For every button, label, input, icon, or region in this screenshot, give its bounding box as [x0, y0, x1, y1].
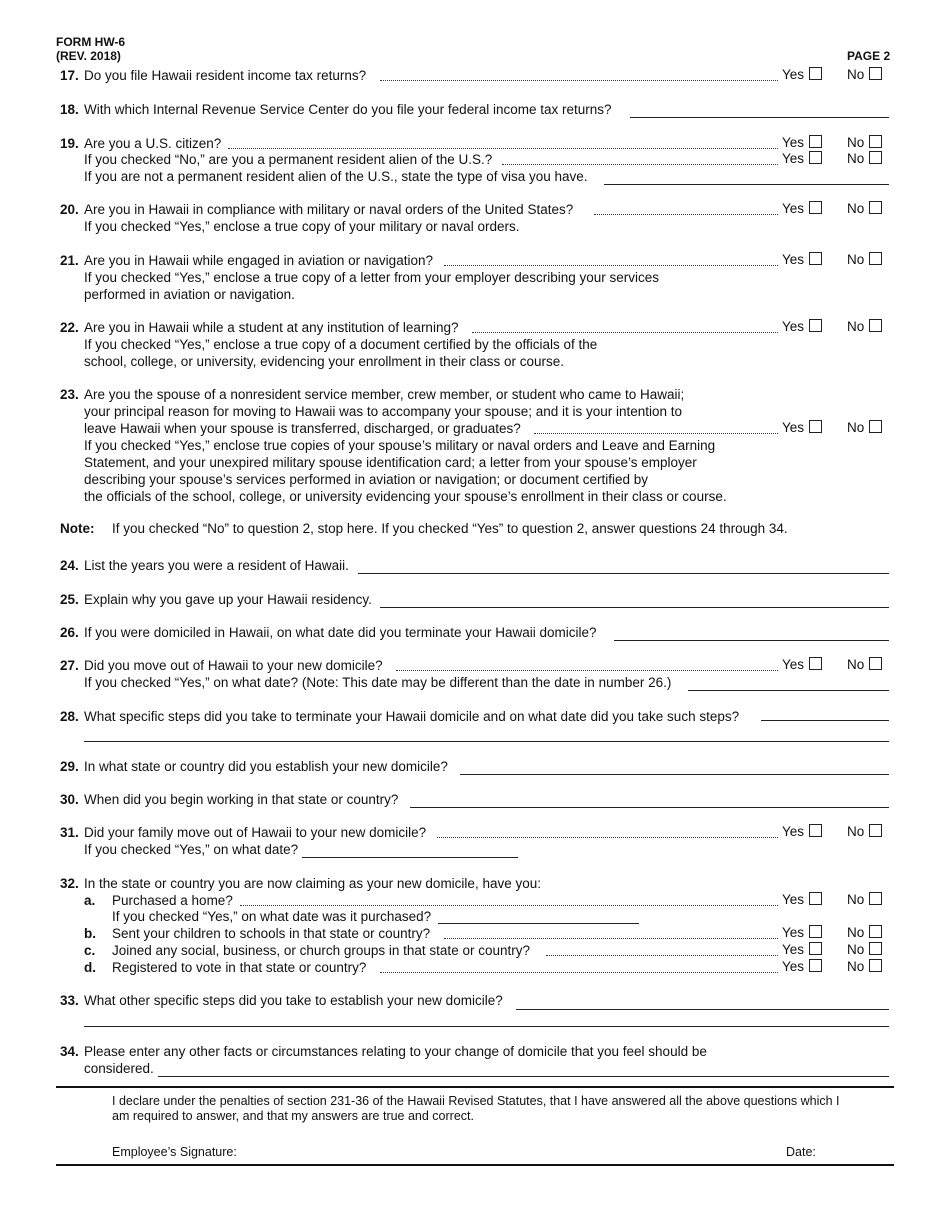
q25-answer-field[interactable]	[380, 607, 889, 608]
q17-number: 17.	[60, 68, 79, 83]
q23-yes-label: Yes	[782, 420, 805, 435]
q34-number: 34.	[60, 1044, 79, 1059]
q19-yes-checkbox[interactable]	[809, 135, 822, 148]
q27-text: Did you move out of Hawaii to your new domicile?	[84, 658, 383, 673]
q19-yes	[782, 135, 822, 150]
declaration-line2: am required to answer, and that my answers are true and correct.	[112, 1109, 474, 1123]
q22-yes-checkbox[interactable]	[809, 319, 822, 332]
q17-yes	[782, 67, 822, 82]
q27-leader	[396, 669, 778, 671]
q32c-no	[847, 942, 882, 957]
q23-line3: leave Hawaii when your spouse is transferred, discharged, or graduates?	[84, 421, 521, 436]
q22-leader	[472, 331, 778, 333]
q23-sub1: If you checked “Yes,” enclose true copies of your spouse’s military or naval orders and Leave and Earning	[84, 438, 716, 453]
q29-text: In what state or country did you establish your new domicile?	[84, 759, 448, 774]
q32d-no-checkbox[interactable]	[869, 959, 882, 972]
q32b-text: Sent your children to schools in that state or country?	[112, 926, 431, 941]
signature-field[interactable]	[240, 1145, 760, 1161]
q23-yes-checkbox[interactable]	[809, 420, 822, 433]
q23-sub2: Statement, and your unexpired military spouse identification card; a letter from your spouse’s employer	[84, 455, 697, 470]
q32b-no-label: No	[847, 925, 865, 940]
q32d-letter: d.	[84, 960, 96, 975]
q20-no-checkbox[interactable]	[869, 201, 882, 214]
form-revision: (REV. 2018)	[56, 49, 121, 63]
q32c-no-checkbox[interactable]	[869, 942, 882, 955]
q19-yes-label: Yes	[782, 135, 805, 150]
q31-yes-label: Yes	[782, 824, 805, 839]
q19-leader	[228, 147, 778, 149]
form-number: FORM HW-6	[56, 35, 126, 49]
q32a-text: Purchased a home?	[112, 893, 233, 908]
q32a-sub: If you checked “Yes,” on what date was it purchased?	[112, 909, 432, 924]
q25-number: 25.	[60, 592, 79, 607]
q19-text: Are you a U.S. citizen?	[84, 136, 222, 151]
q32a-yes-checkbox[interactable]	[809, 892, 822, 905]
q32b-yes-label: Yes	[782, 925, 805, 940]
q32a-yes-label: Yes	[782, 892, 805, 907]
q32b-yes	[782, 925, 822, 940]
q17-no	[847, 67, 882, 82]
q22-no	[847, 319, 882, 334]
q26-number: 26.	[60, 625, 79, 640]
q18-answer-field[interactable]	[630, 117, 889, 118]
q34-answer-field[interactable]	[158, 1076, 889, 1077]
q23-line2: your principal reason for moving to Hawaii was to accompany your spouse; and it is your intention to	[84, 404, 683, 419]
q22-no-label: No	[847, 319, 865, 334]
signature-label: Employee’s Signature:	[112, 1145, 237, 1159]
q21-number: 21.	[60, 253, 79, 268]
q31-number: 31.	[60, 825, 79, 840]
q31-sub1: If you checked “Yes,” on what date?	[84, 842, 299, 857]
q21-sub2: performed in aviation or navigation.	[84, 287, 295, 302]
q32a-no-checkbox[interactable]	[869, 892, 882, 905]
q21-no	[847, 252, 882, 267]
q33-answer-field[interactable]	[516, 1009, 889, 1010]
q31-text: Did your family move out of Hawaii to your new domicile?	[84, 825, 427, 840]
q20-leader	[594, 213, 778, 215]
q32d-yes	[782, 959, 822, 974]
q23-no-checkbox[interactable]	[869, 420, 882, 433]
q32-text: In the state or country you are now claiming as your new domicile, have you:	[84, 876, 541, 891]
q26-answer-field[interactable]	[614, 640, 889, 641]
q20-no	[847, 201, 882, 216]
q21-yes-checkbox[interactable]	[809, 252, 822, 265]
q23-yes	[782, 420, 822, 435]
q22-sub1: If you checked “Yes,” enclose a true copy of a document certified by the officials of the	[84, 337, 598, 352]
q21-yes	[782, 252, 822, 267]
q27-number: 27.	[60, 658, 79, 673]
q32b-no	[847, 925, 882, 940]
q23-line1: Are you the spouse of a nonresident service member, crew member, or student who came to Hawaii;	[84, 387, 685, 402]
q32a-yes	[782, 892, 822, 907]
q21-sub1: If you checked “Yes,” enclose a true copy of a letter from your employer describing your services	[84, 270, 660, 285]
q29-answer-field[interactable]	[460, 774, 889, 775]
q25-text: Explain why you gave up your Hawaii residency.	[84, 592, 372, 607]
q18-text: With which Internal Revenue Service Center do you file your federal income tax returns?	[84, 102, 612, 117]
q31-leader	[437, 836, 778, 838]
q27-sub1: If you checked “Yes,” on what date? (Note: This date may be different than the date in number 26.)	[84, 675, 672, 690]
q20-sub1: If you checked “Yes,” enclose a true copy of your military or naval orders.	[84, 219, 520, 234]
q19-number: 19.	[60, 136, 79, 151]
q27-no-checkbox[interactable]	[869, 657, 882, 670]
q19-no	[847, 135, 882, 150]
q20-yes-label: Yes	[782, 201, 805, 216]
q17-no-label: No	[847, 67, 865, 82]
q27-no-label: No	[847, 657, 865, 672]
q32b-yes-checkbox[interactable]	[809, 925, 822, 938]
q23-leader	[534, 432, 778, 434]
q32c-yes-label: Yes	[782, 942, 805, 957]
q23-sub3: describing your spouse’s services performed in aviation or navigation; or document certified by	[84, 472, 649, 487]
q19-sub-yes-checkbox[interactable]	[809, 151, 822, 164]
q34-line2: considered.	[84, 1061, 154, 1076]
q19-sub2: If you are not a permanent resident alien of the U.S., state the type of visa you have.	[84, 169, 588, 184]
q27-date-field[interactable]	[688, 690, 889, 691]
q27-yes	[782, 657, 822, 672]
q19-sub-no-checkbox[interactable]	[869, 151, 882, 164]
signature-date-field[interactable]	[822, 1145, 888, 1161]
q28-text: What specific steps did you take to terminate your Hawaii domicile and on what date did you take such steps?	[84, 709, 740, 724]
q19-sub-no-label: No	[847, 151, 865, 166]
q17-no-checkbox[interactable]	[869, 67, 882, 80]
q18-number: 18.	[60, 102, 79, 117]
q22-sub2: school, college, or university, evidencing your enrollment in their class or course.	[84, 354, 564, 369]
q23-number: 23.	[60, 387, 79, 402]
q19-sub1-leader	[502, 163, 778, 165]
q23-no-label: No	[847, 420, 865, 435]
q21-no-checkbox[interactable]	[869, 252, 882, 265]
q21-leader	[444, 264, 778, 266]
q26-text: If you were domiciled in Hawaii, on what date did you terminate your Hawaii domicile?	[84, 625, 597, 640]
q32-number: 32.	[60, 876, 79, 891]
page-number: PAGE 2	[847, 49, 891, 63]
q32d-yes-checkbox[interactable]	[809, 959, 822, 972]
q32b-leader	[444, 937, 778, 939]
q22-yes-label: Yes	[782, 319, 805, 334]
q17-leader	[380, 79, 778, 81]
q27-yes-label: Yes	[782, 657, 805, 672]
q34-line1: Please enter any other facts or circumstances relating to your change of domicile that you feel should be	[84, 1044, 707, 1059]
q19-sub-yes	[782, 151, 822, 166]
q31-no-label: No	[847, 824, 865, 839]
date-label: Date:	[786, 1145, 816, 1159]
q20-no-label: No	[847, 201, 865, 216]
q17-yes-label: Yes	[782, 67, 805, 82]
q31-date-field[interactable]	[302, 857, 518, 858]
q20-yes-checkbox[interactable]	[809, 201, 822, 214]
q32a-letter: a.	[84, 893, 96, 908]
q20-number: 20.	[60, 202, 79, 217]
declaration-bottom-rule	[56, 1164, 894, 1166]
q24-text: List the years you were a resident of Hawaii.	[84, 558, 349, 573]
q28-answer-field[interactable]	[761, 720, 889, 721]
q32c-yes	[782, 942, 822, 957]
q28-number: 28.	[60, 709, 79, 724]
q17-yes-checkbox[interactable]	[809, 67, 822, 80]
q32b-no-checkbox[interactable]	[869, 925, 882, 938]
q32d-leader	[380, 971, 778, 973]
q33-number: 33.	[60, 993, 79, 1008]
q27-yes-checkbox[interactable]	[809, 657, 822, 670]
q20-text: Are you in Hawaii in compliance with military or naval orders of the United States?	[84, 202, 574, 217]
q32d-no	[847, 959, 882, 974]
note-text: If you checked “No” to question 2, stop here. If you checked “Yes” to question 2, answer questions 24 through 34.	[112, 521, 788, 536]
q32c-no-label: No	[847, 942, 865, 957]
q24-number: 24.	[60, 558, 79, 573]
q32a-date-field[interactable]	[438, 923, 639, 924]
q32d-yes-label: Yes	[782, 959, 805, 974]
q32d-no-label: No	[847, 959, 865, 974]
q32a-no	[847, 892, 882, 907]
q19-no-checkbox[interactable]	[869, 135, 882, 148]
q33-text: What other specific steps did you take to establish your new domicile?	[84, 993, 503, 1008]
declaration-line1: I declare under the penalties of section 231-36 of the Hawaii Revised Statutes, that I have answered all the above questions which I	[112, 1094, 840, 1108]
q32c-letter: c.	[84, 943, 96, 958]
q22-yes	[782, 319, 822, 334]
q20-yes	[782, 201, 822, 216]
q19-no-label: No	[847, 135, 865, 150]
q31-no-checkbox[interactable]	[869, 824, 882, 837]
q32c-leader	[546, 954, 778, 956]
q19-sub1: If you checked “No,” are you a permanent resident alien of the U.S.?	[84, 152, 493, 167]
q28-answer-field-2[interactable]	[84, 741, 889, 742]
q19-sub-no	[847, 151, 882, 166]
q30-answer-field[interactable]	[410, 807, 889, 808]
q23-sub4: the officials of the school, college, or university evidencing your spouse’s enrollment in their class or course.	[84, 489, 727, 504]
q24-answer-field[interactable]	[358, 573, 889, 574]
q22-number: 22.	[60, 320, 79, 335]
q31-yes	[782, 824, 822, 839]
declaration-top-rule	[56, 1086, 894, 1088]
q32c-text: Joined any social, business, or church groups in that state or country?	[112, 943, 530, 958]
q19-visa-field[interactable]	[604, 184, 889, 185]
q32b-letter: b.	[84, 926, 96, 941]
q32a-no-label: No	[847, 892, 865, 907]
q27-no	[847, 657, 882, 672]
q30-text: When did you begin working in that state or country?	[84, 792, 399, 807]
q21-text: Are you in Hawaii while engaged in aviation or navigation?	[84, 253, 433, 268]
q31-no	[847, 824, 882, 839]
q33-answer-field-2[interactable]	[84, 1026, 889, 1027]
note-label: Note:	[60, 521, 95, 536]
q32d-text: Registered to vote in that state or country?	[112, 960, 367, 975]
q21-no-label: No	[847, 252, 865, 267]
q30-number: 30.	[60, 792, 79, 807]
q19-sub-yes-label: Yes	[782, 151, 805, 166]
q21-yes-label: Yes	[782, 252, 805, 267]
q23-no	[847, 420, 882, 435]
q31-yes-checkbox[interactable]	[809, 824, 822, 837]
q29-number: 29.	[60, 759, 79, 774]
q22-text: Are you in Hawaii while a student at any institution of learning?	[84, 320, 459, 335]
q32c-yes-checkbox[interactable]	[809, 942, 822, 955]
q32a-leader	[240, 904, 778, 906]
q17-text: Do you file Hawaii resident income tax returns?	[84, 68, 367, 83]
q22-no-checkbox[interactable]	[869, 319, 882, 332]
